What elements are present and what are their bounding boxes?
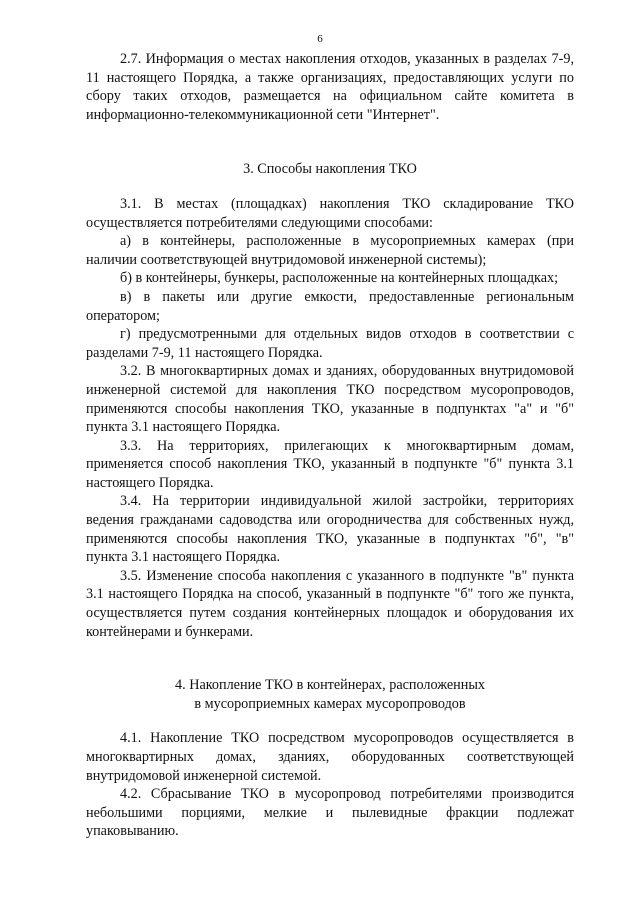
paragraph-3-1-g: г) предусмотренными для отдельных видов отходов в соответствии с разделами 7-9, 11 настоящего Порядка.	[86, 326, 574, 361]
section-4-heading	[86, 676, 574, 713]
paragraph-4-2: 4.2. Сбрасывание ТКО в мусоропровод потребителями производится небольшими порциями, мелкие и пылевидные фракции подлежат упаковыванию.	[86, 786, 574, 840]
paragraph-3-4: 3.4. На территории индивидуальной жилой застройки, территориях ведения гражданами садоводства или огородничества для собственных нужд, применяются способы накопления ТКО, указанные в подпунктах "б", "в" пункта 3.1 настоящего Порядка.	[86, 493, 574, 566]
section-3-heading: 3. Способы накопления ТКО	[243, 161, 417, 178]
paragraph-2-7: 2.7. Информация о местах накопления отходов, указанных в разделах 7-9, 11 настоящего Порядка, а также организациях, предоставляющих услуги по сбору таких отходов, размещается на официальном сайте комитета в информационно-телекоммуникационной сети "Интернет".	[86, 51, 574, 123]
paragraph-3-1-a: а) в контейнеры, расположенные в мусороприемных камерах (при наличии соответствующей внутридомовой инженерной системы);	[86, 233, 574, 268]
paragraph-3-1-v: в) в пакеты или другие емкости, предоставленные региональным оператором;	[86, 288, 574, 324]
paragraph-3-3: 3.3. На территориях, прилегающих к многоквартирным домам, применяется способ накопления ТКО, указанный в подпункте "б" пункта 3.1 настоящего Порядка.	[86, 437, 574, 491]
document-body	[86, 50, 574, 841]
section-4-heading-line1: 4. Накопление ТКО в контейнерах, расположенных	[175, 677, 485, 694]
paragraph-3-2: 3.2. В многоквартирных домах и зданиях, оборудованных внутридомовой инженерной системой для накопления ТКО посредством мусоропроводов, применяются способы накопления ТКО, указанные в подпунктах "а" и "б" пункта 3.1 настоящего Порядка.	[86, 363, 574, 436]
paragraph-3-5: 3.5. Изменение способа накопления с указанного в подпункте "в" пункта 3.1 настоящего Порядка на способ, указанный в подпункте "б" того же пункта, осуществляется путем создания контейнерных площадок и оборудования их контейнерами и бункерами.	[86, 567, 574, 640]
paragraph-3-1-b: б) в контейнеры, бункеры, расположенные на контейнерных площадках;	[120, 270, 559, 287]
section-4-heading-line2: в мусороприемных камерах мусоропроводов	[194, 695, 466, 712]
page-number: 6	[317, 33, 323, 45]
paragraph-4-1: 4.1. Накопление ТКО посредством мусоропроводов осуществляется в многоквартирных домах, зданиях, оборудованных соответствующей внутридомовой инженерной системой.	[86, 730, 574, 784]
paragraph-3-1: 3.1. В местах (площадках) накопления ТКО складирование ТКО осуществляется потребителями следующими способами:	[86, 195, 574, 231]
